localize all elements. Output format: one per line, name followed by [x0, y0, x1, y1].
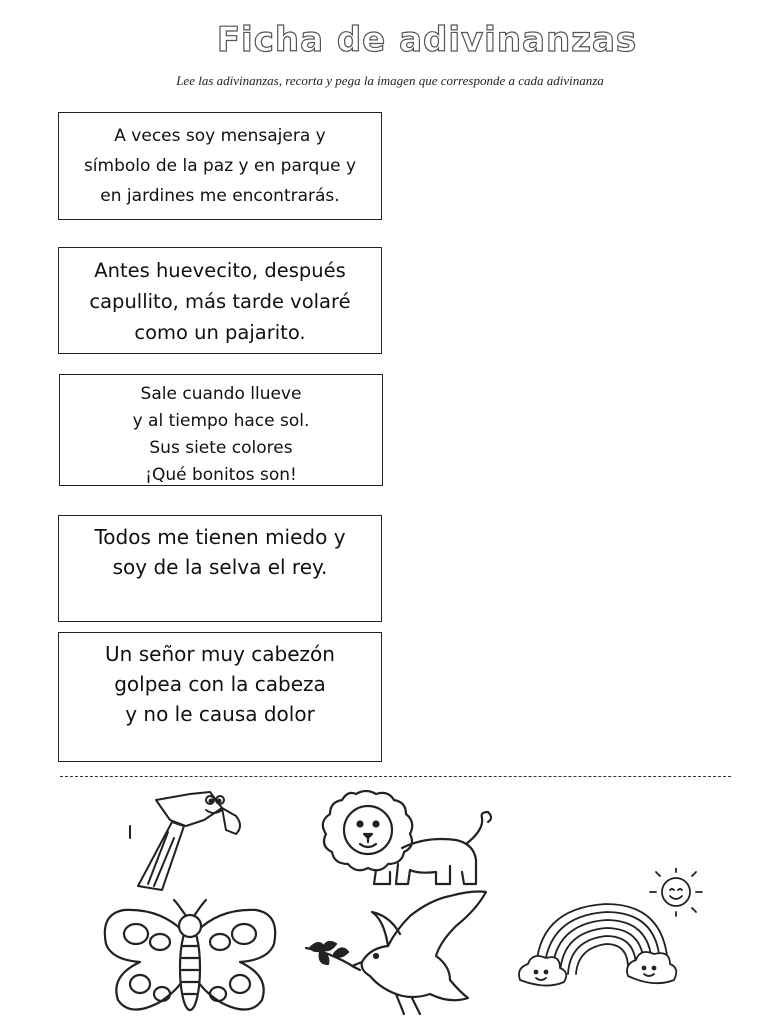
riddle-line: Antes huevecito, después: [94, 259, 346, 282]
butterfly-icon[interactable]: [100, 898, 280, 1022]
riddle-line: como un pajarito.: [134, 321, 306, 344]
riddle-line: y al tiempo hace sol.: [132, 411, 310, 431]
page-title: Ficha de adivinanzas: [216, 20, 638, 60]
rainbow-icon[interactable]: [516, 868, 716, 992]
riddle-line: Todos me tienen miedo y: [94, 525, 346, 549]
riddle-box-hammer: [58, 632, 382, 762]
riddle-line: A veces soy mensajera y: [114, 126, 326, 146]
riddle-line: ¡Qué bonitos son!: [145, 465, 297, 485]
hammer-icon[interactable]: [126, 786, 256, 894]
cut-line: [60, 776, 731, 777]
riddle-line: en jardines me encontrarás.: [100, 186, 340, 206]
riddle-line: Un señor muy cabezón: [105, 642, 335, 666]
riddle-line: Sus siete colores: [149, 438, 293, 458]
instructions: Lee las adivinanzas, recorta y pega la imagen que corresponde a cada adivinanza: [176, 73, 604, 88]
riddle-box-lion: [58, 515, 382, 622]
riddle-box-rainbow: [59, 374, 383, 486]
riddle-box-butterfly: [58, 247, 382, 354]
dove-icon[interactable]: [300, 890, 490, 1020]
riddle-line: y no le causa dolor: [125, 702, 315, 726]
lion-icon[interactable]: [306, 788, 496, 892]
riddle-line: capullito, más tarde volaré: [89, 290, 351, 313]
riddle-line: soy de la selva el rey.: [112, 555, 328, 579]
riddle-box-dove: [58, 112, 382, 220]
riddle-line: Sale cuando llueve: [140, 384, 302, 404]
riddle-line: golpea con la cabeza: [114, 672, 326, 696]
riddle-line: símbolo de la paz y en parque y: [83, 156, 357, 176]
